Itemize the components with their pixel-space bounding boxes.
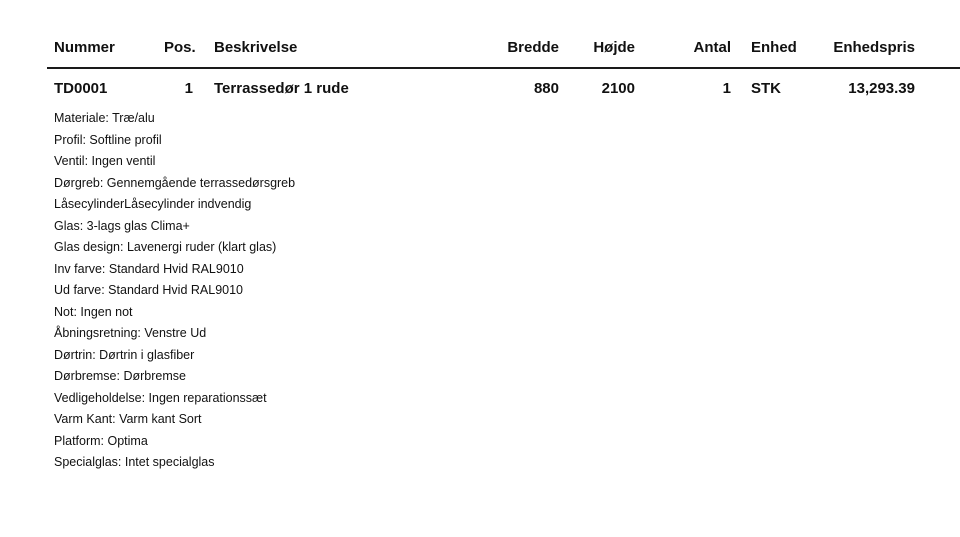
cell-enhed: STK — [751, 80, 781, 97]
cell-antal: 1 — [722, 80, 731, 97]
header-enhed: Enhed — [751, 39, 797, 56]
spec-line: Specialglas: Intet specialglas — [54, 455, 215, 469]
spec-line: Varm Kant: Varm kant Sort — [54, 412, 202, 426]
spec-line: Dørtrin: Dørtrin i glasfiber — [54, 347, 195, 362]
cell-bredde: 880 — [533, 80, 559, 97]
header-enhedspris: Enhedspris — [833, 39, 915, 56]
header-beskrivelse: Beskrivelse — [214, 39, 298, 56]
spec-line: Ventil: Ingen ventil — [54, 154, 156, 168]
spec-line: Åbningsretning: Venstre Ud — [54, 326, 207, 340]
header-bredde: Bredde — [507, 39, 559, 56]
cell-pos: 1 — [184, 80, 193, 97]
spec-line: Profil: Softline profil — [54, 132, 162, 147]
spec-line: Dørbremse: Dørbremse — [54, 369, 186, 383]
cell-enhedspris: 13,293.39 — [848, 80, 915, 97]
header-antal: Antal — [693, 39, 731, 56]
spec-line: Platform: Optima — [54, 433, 148, 448]
spec-line: LåsecylinderLåsecylinder indvendig — [54, 197, 252, 211]
cell-hojde: 2100 — [601, 80, 635, 97]
item-specification-list — [54, 108, 295, 474]
spec-line: Ud farve: Standard Hvid RAL9010 — [54, 283, 243, 297]
spec-line: Not: Ingen not — [54, 304, 133, 319]
spec-line: Glas design: Lavenergi ruder (klart glas) — [54, 240, 277, 254]
cell-beskrivelse: Terrassedør 1 rude — [214, 80, 349, 97]
cell-nummer: TD0001 — [54, 80, 108, 97]
header-nummer: Nummer — [54, 39, 115, 56]
spec-line: Inv farve: Standard Hvid RAL9010 — [54, 261, 244, 276]
spec-line: Vedligeholdelse: Ingen reparationssæt — [54, 390, 267, 405]
header-pos: Pos. — [164, 39, 196, 56]
header-hojde: Højde — [593, 39, 635, 56]
spec-line: Materiale: Træ/alu — [54, 111, 155, 125]
spec-line: Glas: 3-lags glas Clima+ — [54, 218, 190, 233]
header-divider — [47, 67, 960, 69]
spec-line: Dørgreb: Gennemgående terrassedørsgreb — [54, 175, 296, 190]
